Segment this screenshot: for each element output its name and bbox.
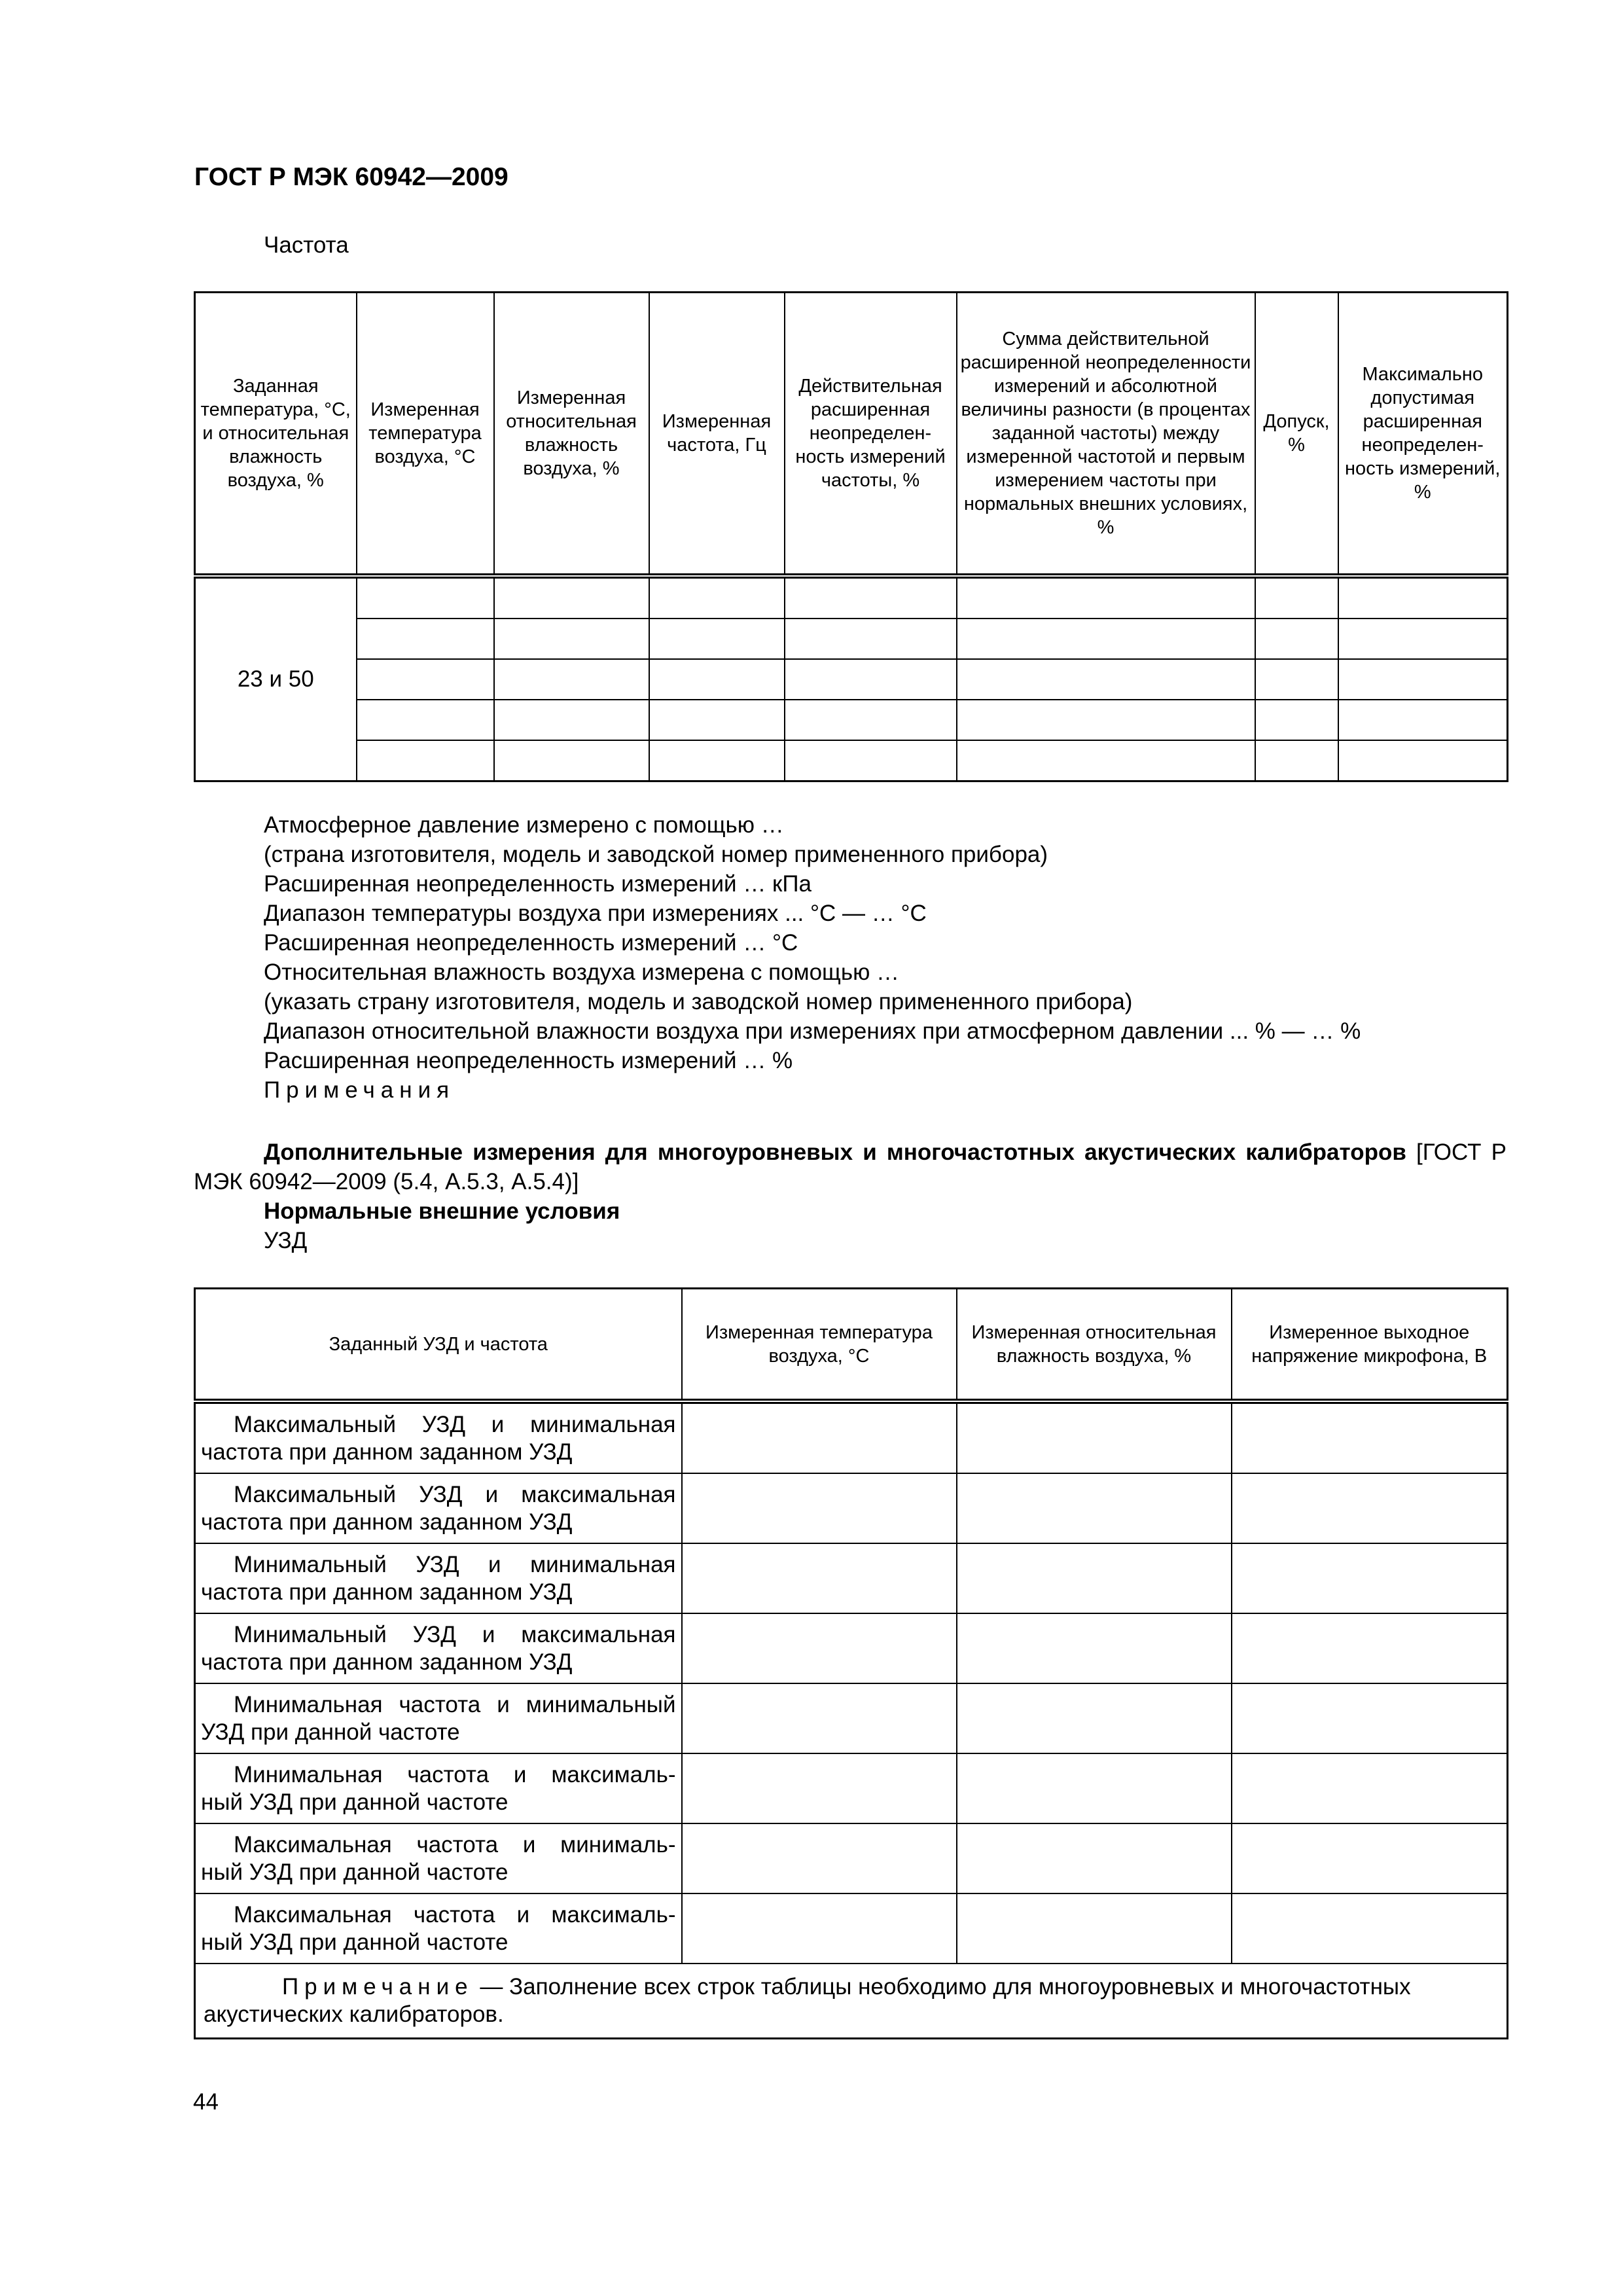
row-label [195,1543,682,1613]
condition-line: Расширенная неопределенность измерений … кПа [264,871,812,897]
table-row [195,576,1508,619]
table-cell [1232,1473,1508,1543]
table-cell [494,740,649,781]
row-label-line: Минимальная частота и минимальный [234,1691,676,1717]
table-cell [649,576,785,619]
table-row [195,1683,1508,1753]
table-cell [649,700,785,740]
row-label [195,1473,682,1543]
table-note [195,1964,1508,2039]
row-label-line: ный УЗД при данной частоте [201,1789,508,1815]
document-code-header: ГОСТ Р МЭК 60942—2009 [194,163,508,191]
table-cell [494,619,649,659]
page-number: 44 [193,2089,219,2115]
table-cell [649,619,785,659]
condition-line: Диапазон температуры воздуха при измерениях ... °С — … °С [264,901,927,926]
table-cell [494,576,649,619]
section-heading [194,1138,1507,1196]
table-cell [1255,659,1338,700]
table-cell [957,1473,1232,1543]
table-cell [649,659,785,700]
condition-line: Расширенная неопределенность измерений … °С [264,930,798,956]
condition-line: Атмосферное давление измерено с помощью … [264,812,784,838]
condition-line: (указать страну изготовителя, модель и заводской номер примененного прибора) [264,989,1133,1014]
table-row [195,1893,1508,1964]
row-label-line: Максимальная частота и максималь- [234,1901,676,1928]
table-cell [357,576,494,619]
condition-line: Относительная влажность воздуха измерена с помощью … [264,960,900,985]
row-label [195,1401,682,1473]
table-row [195,659,1508,700]
table-cell [649,740,785,781]
column-header: Максимально допустимая расширенная неопределен-ность измерений, % [1338,293,1508,577]
table-cell [785,576,957,619]
table-cell [682,1893,957,1964]
table-cell [682,1613,957,1683]
row-label-line: частота при данном заданном УЗД [201,1439,573,1465]
column-header: Измеренная температура воздуха, °С [682,1289,957,1402]
table-cell [357,619,494,659]
row-label-line: ный УЗД при данной частоте [201,1929,508,1955]
row-label [195,1823,682,1893]
column-header: Измеренная относительная влажность воздуха, % [957,1289,1232,1402]
table-note-row [195,1964,1508,2039]
column-header: Допуск, % [1255,293,1338,577]
table-cell [957,1683,1232,1753]
table-note-label: Примечание [282,1974,474,2000]
table-cell [1338,740,1508,781]
column-header: Измеренная частота, Гц [649,293,785,577]
table-cell [1232,1543,1508,1613]
notes-label: Примечания [264,1077,455,1103]
table-cell [1255,700,1338,740]
row-label-line: Максимальный УЗД и минимальная [234,1411,676,1437]
table-row [195,1543,1508,1613]
table-row [195,1753,1508,1823]
table-row [195,619,1508,659]
row-label-line: частота при данном заданном УЗД [201,1649,573,1675]
row-label-line: УЗД при данной частоте [201,1719,460,1745]
row-group-label: 23 и 50 [195,576,357,781]
section-reference: [ГОСТ Р МЭК 60942—2009 (5.4, А.5.3, А.5.4)] [194,1139,1507,1194]
table-cell [1232,1893,1508,1964]
table-cell [957,1823,1232,1893]
table-cell [957,1613,1232,1683]
table-cell [682,1683,957,1753]
table-row [195,1401,1508,1473]
table-cell [1338,576,1508,619]
table-cell [682,1401,957,1473]
row-label-line: Минимальный УЗД и максимальная [234,1621,676,1647]
table-cell [785,700,957,740]
table-cell [785,659,957,700]
column-header: Заданная температура, °С, и относительная влажность воздуха, % [195,293,357,577]
table-cell [1232,1683,1508,1753]
table-row [195,1473,1508,1543]
table-cell [957,1753,1232,1823]
row-label [195,1613,682,1683]
column-header: Действительная расширенная неопределен-ность измерений частоты, % [785,293,957,577]
row-label [195,1683,682,1753]
table-row [195,740,1508,781]
table-cell [682,1473,957,1543]
column-header: Измеренная относительная влажность воздуха, % [494,293,649,577]
table-cell [1232,1753,1508,1823]
column-header: Измеренное выходное напряжение микрофона, В [1232,1289,1508,1402]
row-label-line: Минимальная частота и максималь- [234,1761,676,1787]
table-cell [357,740,494,781]
condition-line: (страна изготовителя, модель и заводской номер примененного прибора) [264,842,1048,867]
table-cell [785,619,957,659]
column-header: Сумма действительной расширенной неопределенности измерений и абсолютной величины разности (в процентах заданной частоты) между измеренной частотой и первым измерением частоты при нормальных внешних условиях, % [957,293,1255,577]
column-header: Измеренная температура воздуха, °С [357,293,494,577]
frequency-table [194,291,1508,782]
measurement-conditions [264,810,1361,1105]
spl-frequency-table [194,1287,1508,2039]
row-label [195,1893,682,1964]
table-header-row [195,1289,1508,1402]
row-label-line: частота при данном заданном УЗД [201,1509,573,1535]
table-cell [957,659,1255,700]
column-header: Заданный УЗД и частота [195,1289,682,1402]
table-cell [1232,1823,1508,1893]
table-cell [1255,576,1338,619]
table-cell [957,740,1255,781]
row-label [195,1753,682,1823]
table-cell [682,1543,957,1613]
table-cell [682,1753,957,1823]
table-cell [957,576,1255,619]
table-cell [957,700,1255,740]
table-cell [1232,1401,1508,1473]
table-cell [357,700,494,740]
condition-line: Расширенная неопределенность измерений … % [264,1048,793,1073]
section-heading-text: Дополнительные измерения для многоуровневых и многочастотных акустических калибраторов [264,1139,1406,1165]
table-cell [357,659,494,700]
table-row [195,1613,1508,1683]
table-cell [1255,619,1338,659]
table-cell [785,740,957,781]
table-cell [957,619,1255,659]
table-cell [1338,619,1508,659]
table-cell [957,1543,1232,1613]
table-row [195,1823,1508,1893]
table-cell [1338,700,1508,740]
additional-measurements-section [194,1138,1507,1255]
row-label-line: Максимальная частота и минималь- [234,1831,676,1857]
table-cell [1255,740,1338,781]
table-cell [494,659,649,700]
row-label-line: Максимальный УЗД и максимальная [234,1481,676,1507]
parameter-label: УЗД [264,1228,308,1253]
table-row [195,700,1508,740]
row-label-line: ный УЗД при данной частоте [201,1859,508,1885]
table-cell [957,1893,1232,1964]
table-cell [682,1823,957,1893]
table-cell [957,1401,1232,1473]
condition-line: Диапазон относительной влажности воздуха при измерениях при атмосферном давлении ... % — … % [264,1018,1361,1044]
table-note-text: — Заполнение всех строк таблицы необходимо для многоуровневых и многочастотных акустических калибраторов. [204,1974,1411,2027]
table-cell [1232,1613,1508,1683]
table-cell [1338,659,1508,700]
row-label-line: Минимальный УЗД и минимальная [234,1551,676,1577]
table-header-row [195,293,1508,577]
table-cell [494,700,649,740]
row-label-line: частота при данном заданном УЗД [201,1579,573,1605]
section-title-frequency: Частота [264,232,349,258]
subheading-normal-conditions: Нормальные внешние условия [264,1198,620,1224]
